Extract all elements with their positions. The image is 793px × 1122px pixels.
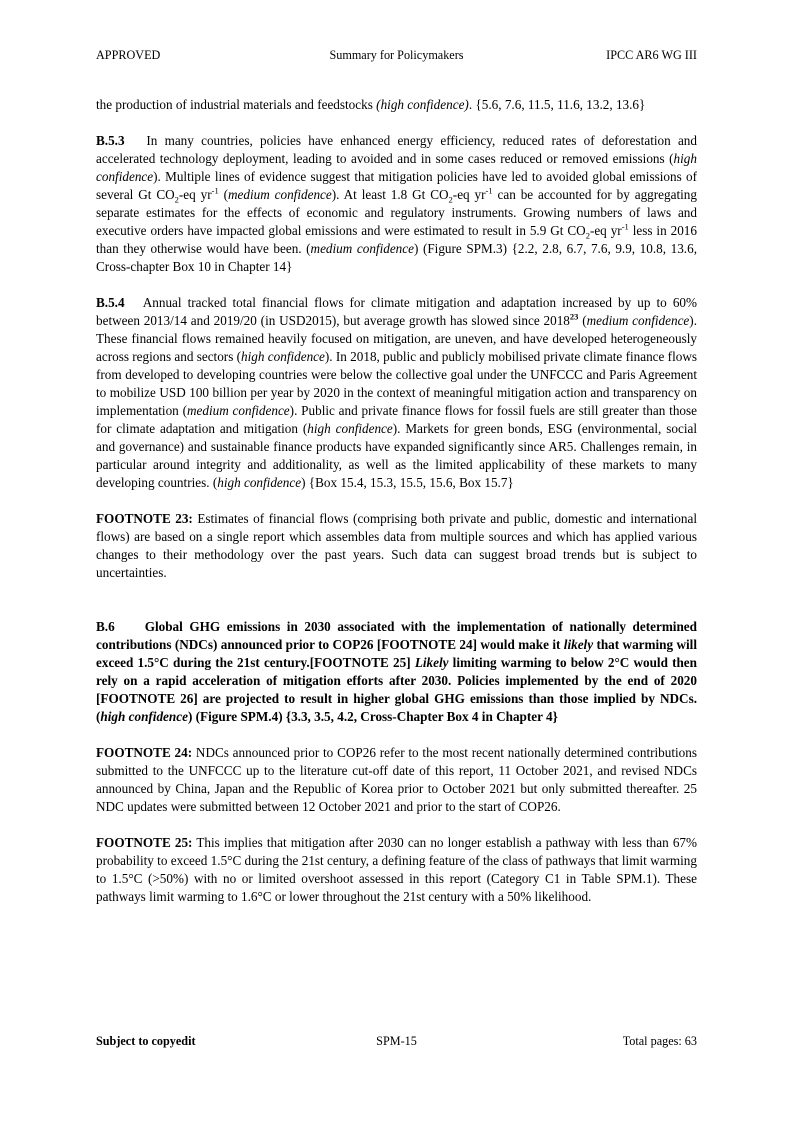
paragraph-b54: B.5.4 Annual tracked total financial flows for climate mitigation and adaptation increased by up to 60% between 2013/14 and 2019/20 (in USD2015), but average growth has slowed since 2018$^{23}$ (medium confidence). These financial flows remained heavily focused on mitigation, are uneven, and have developed heterogeneously across regions and sectors (high confidence). In 2018, public and publicly mobilised private climate finance flows from developed to developing countries were below the collective goal under the UNFCCC and Paris Agreement to mobilize USD 100 billion per year by 2020 in the context of meaningful mitigation action and transparency on implementation (medium confidence). Public and private finance flows for fossil fuels are still greater than those for climate adaptation and mitigation (high confidence). Markets for green bonds, ESG (environmental, social and governance) and sustainable finance products have expanded significantly since AR5. Challenges remain, in particular around integrity and additionality, as well as the limited applicability of these markets to many developing countries. (high confidence) {Box 15.4, 15.3, 15.5, 15.6, Box 15.7}: [96, 295, 698, 490]
header-status: APPROVED: [96, 48, 161, 62]
section-label: B.5.3: [96, 133, 125, 148]
footnote-label: FOOTNOTE 25:: [96, 835, 193, 850]
footer-copyedit: Subject to copyedit: [96, 1034, 196, 1048]
footer-total-pages: Total pages: 63: [622, 1034, 697, 1048]
footnote-24: FOOTNOTE 24: NDCs announced prior to COP26 refer to the most recent nationally determined contributions submitted to the UNFCCC up to the literature cut-off date of this report, 11 October 2021, and revised NDCs announced by China, Japan and the Republic of Korea prior to October 2021 but only submitted thereafter. 25 NDC updates were submitted between 12 October 2021 and prior to the start of COP26.: [96, 745, 697, 814]
section-label: B.6: [96, 619, 115, 634]
page-footer: [96, 1034, 697, 1050]
footnote-25: FOOTNOTE 25: This implies that mitigation after 2030 can no longer establish a pathway with less than 67% probability to exceed 1.5°C during the 21st century, a defining feature of the class of pathways that limit warming to 1.5°C (>50%) with no or limited overshoot assessed in this report (Category C1 in Table SPM.1). These pathways limit warming to 1.6°C or lower throughout the 21st century with a 50% likelihood.: [96, 835, 697, 904]
document-body: [96, 96, 697, 906]
footnote-ref: 23: [569, 311, 579, 322]
section-label: B.5.4: [96, 295, 125, 310]
footnote-23: FOOTNOTE 23: Estimates of financial flows (comprising both private and public, domestic and international flows) are based on a single report which assembles data from multiple sources and which has applied various changes to their methodology over the past years. Such data can suggest broad trends but is subject to uncertainties.: [96, 511, 697, 580]
footnote-label: FOOTNOTE 23:: [96, 511, 193, 526]
footnote-label: FOOTNOTE 24:: [96, 745, 193, 760]
footer-page-number: SPM-15: [376, 1034, 417, 1048]
header-report: IPCC AR6 WG III: [606, 48, 697, 62]
paragraph-b53: B.5.3 In many countries, policies have enhanced energy efficiency, reduced rates of deforestation and accelerated technology deployment, leading to avoided and in some cases reduced or removed emissions (high confidence). Multiple lines of evidence suggest that mitigation policies have led to avoided global emissions of several Gt $CO_2-eq$ $yr^{-1}$ (medium confidence). At least 1.8 Gt $CO_2-eq$ $yr^{-1}$ can be accounted for by aggregating separate estimates for the effects of economic and regulatory instruments. Growing numbers of laws and executive orders have impacted global emissions and were estimated to result in 5.9 Gt $CO_2-eq$ $yr^{-1}$ less in 2016 than they otherwise would have been. (medium confidence) (Figure SPM.3) {2.2, 2.8, 6.7, 7.6, 9.9, 10.8, 13.6, Cross-chapter Box 10 in Chapter 14}: [96, 133, 697, 274]
header-title: Summary for Policymakers: [329, 48, 464, 62]
paragraph-b6: B.6 Global GHG emissions in 2030 associated with the implementation of nationally determined contributions (NDCs) announced prior to COP26 [FOOTNOTE 24] would make it likely that warming will exceed 1.5°C during the 21st century.[FOOTNOTE 25] Likely limiting warming to below 2°C would then rely on a rapid acceleration of mitigation efforts after 2030. Policies implemented by the end of 2020 [FOOTNOTE 26] are projected to result in higher global GHG emissions than those implied by NDCs. (high confidence) (Figure SPM.4) {3.3, 3.5, 4.2, Cross-Chapter Box 4 in Chapter 4}: [96, 619, 697, 724]
page-header: [96, 48, 697, 64]
paragraph-continued: the production of industrial materials and feedstocks (high confidence). {5.6, 7.6, 11.5, 11.6, 13.2, 13.6}: [96, 97, 646, 112]
